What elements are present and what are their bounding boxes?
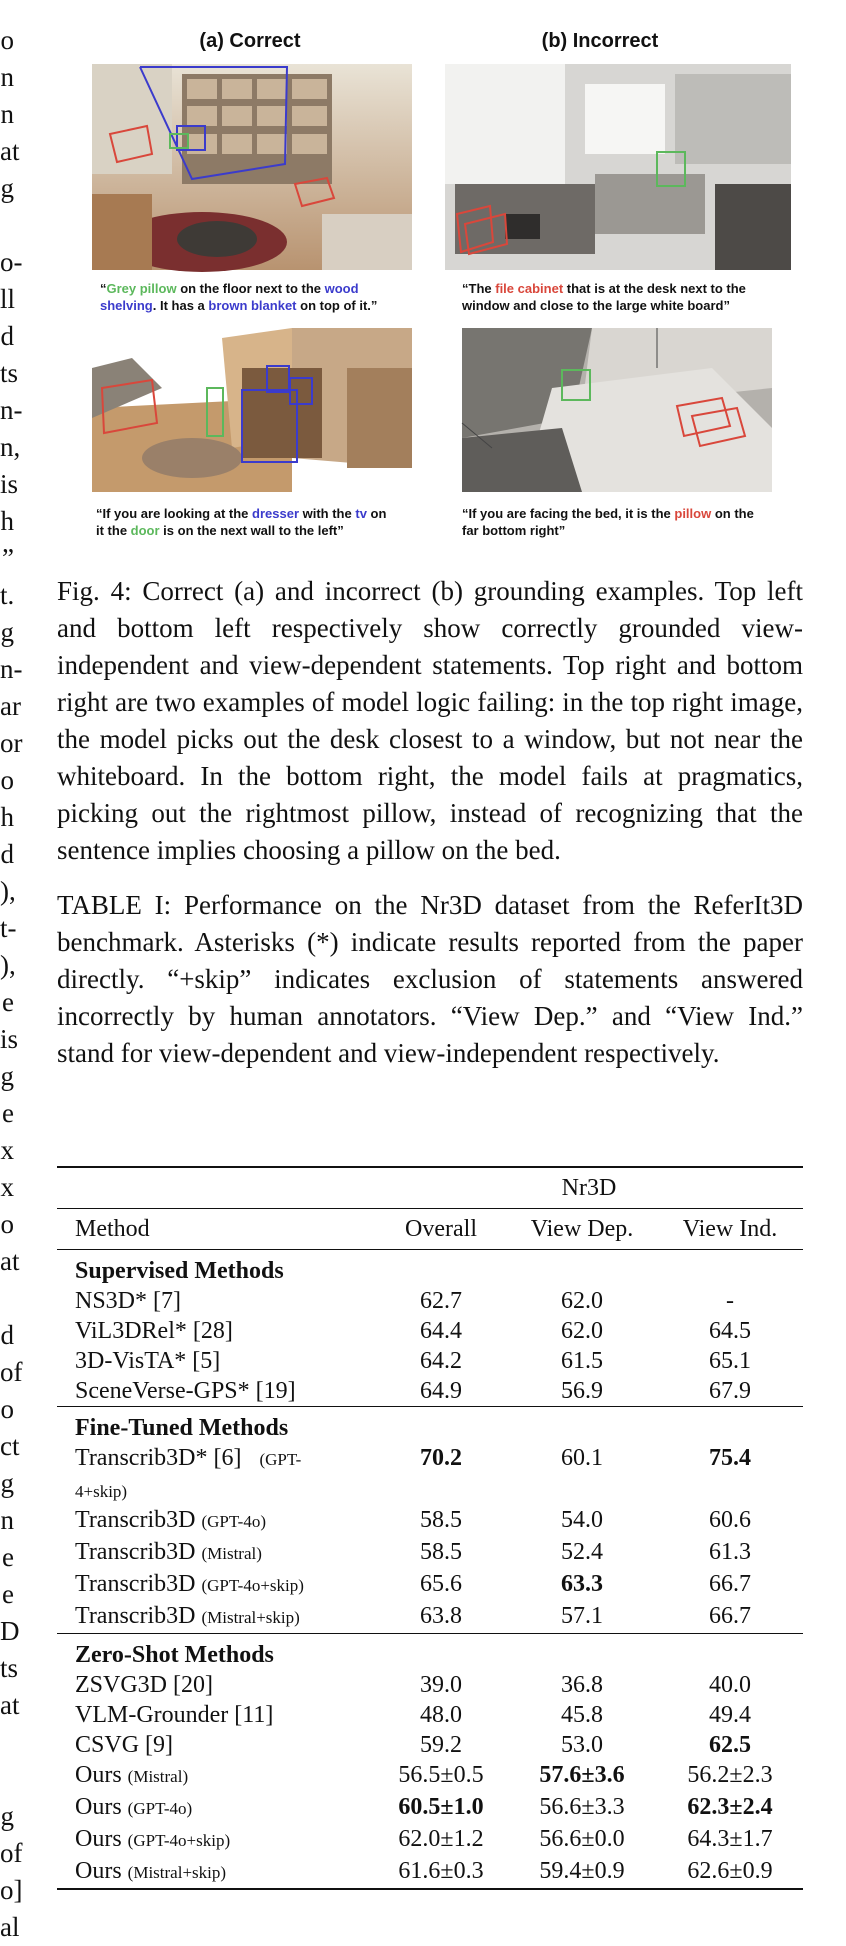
method-name: 3D-VisTA* [5] xyxy=(75,1348,221,1374)
edge-fragment: d xyxy=(0,1320,14,1350)
edge-fragment: of xyxy=(0,1357,23,1387)
score-overall: 62.7 xyxy=(420,1288,462,1314)
score-dep: 52.4 xyxy=(561,1539,603,1565)
score-ind: 40.0 xyxy=(709,1672,751,1698)
score-ind: 56.2±2.3 xyxy=(687,1762,773,1788)
score-overall: 63.8 xyxy=(420,1603,462,1629)
score-overall: 60.5±1.0 xyxy=(398,1794,484,1820)
score-ind: 65.1 xyxy=(709,1348,751,1374)
figure-caption: Fig. 4: Correct (a) and incorrect (b) grounding examples. Top left and bottom left respectively show correctly grounded view-independent and view-dependent statements. Top right and bottom right are two examples of model logic failing: in the top right image, the model picks out the desk closest to a window, but not near the whiteboard. In the bottom right, the model fails at pragmatics, picking out the rightmost pillow, instead of recognizing that the sentence implies choosing a pillow on the bed. xyxy=(57,576,803,865)
score-ind: 61.3 xyxy=(709,1539,751,1565)
score-ind: 62.3±2.4 xyxy=(687,1794,773,1820)
table-caption: TABLE I: Performance on the Nr3D dataset from the ReferIt3D benchmark. Asterisks (*) indicate results reported from the paper directly. “+skip” indicates exclusion of statements answered incorrectly by human annotators. “View Dep.” and “View Ind.” stand for view-dependent and view-independent respectively. xyxy=(57,890,803,1068)
method-cell xyxy=(57,1601,375,1634)
score-ind: 60.6 xyxy=(709,1507,751,1533)
edge-fragment: ts xyxy=(0,1653,19,1683)
method-cell xyxy=(57,1537,375,1569)
office-file-cabinet-photo xyxy=(445,64,791,270)
method-name: Ours xyxy=(75,1858,122,1884)
score-overall: 70.2 xyxy=(420,1445,462,1471)
score-ind: 62.6±0.9 xyxy=(687,1858,773,1884)
score-ind: 49.4 xyxy=(709,1702,751,1728)
method-cell xyxy=(57,1824,375,1856)
score-ind: 66.7 xyxy=(709,1571,751,1597)
score-dep: 57.6±3.6 xyxy=(539,1762,625,1788)
table-bottom-rule xyxy=(57,1889,803,1892)
score-ind: 75.4 xyxy=(709,1445,751,1471)
edge-fragment: o xyxy=(0,25,14,55)
score-overall: 61.6±0.3 xyxy=(398,1858,484,1884)
score-overall: 64.9 xyxy=(420,1378,462,1404)
living-room-shelving-photo xyxy=(92,64,412,270)
edge-fragment: at xyxy=(0,136,20,166)
edge-fragment: t. xyxy=(0,580,15,610)
method-cell xyxy=(57,1730,375,1760)
table-dataset-row xyxy=(57,1167,803,1209)
score-dep: 36.8 xyxy=(561,1672,603,1698)
table-row xyxy=(57,1569,803,1601)
method-name: Ours xyxy=(75,1762,122,1788)
edge-fragment: ar xyxy=(0,691,21,721)
edge-fragment: ts xyxy=(0,358,19,388)
left-column-edge-text xyxy=(0,22,23,1946)
edge-fragment: n- xyxy=(0,654,23,684)
edge-fragment: o xyxy=(0,1209,14,1239)
score-overall: 58.5 xyxy=(420,1539,462,1565)
edge-fragment: or xyxy=(0,728,23,758)
method-cell xyxy=(57,1760,375,1792)
table-row xyxy=(57,1505,803,1537)
method-name: Transcrib3D xyxy=(75,1571,196,1597)
score-overall: 64.2 xyxy=(420,1348,462,1374)
edge-fragment: ), xyxy=(0,950,16,980)
method-name: Transcrib3D xyxy=(75,1603,196,1629)
table-section-title: Zero-Shot Methods xyxy=(75,1642,274,1668)
score-dep: 59.4±0.9 xyxy=(539,1858,625,1884)
edge-fragment: of xyxy=(0,1838,23,1868)
score-dep: 56.6±3.3 xyxy=(539,1794,625,1820)
table-row xyxy=(57,1601,803,1634)
edge-fragment: x xyxy=(0,1172,14,1202)
edge-fragment: g xyxy=(0,1468,14,1498)
method-variant-tag: (GPT-4o+skip) xyxy=(201,1576,304,1595)
method-variant-tag: (GPT-4o+skip) xyxy=(127,1831,231,1850)
edge-fragment: n xyxy=(0,99,14,129)
method-name: Ours xyxy=(75,1794,122,1820)
table-blank-cell xyxy=(57,1167,375,1209)
edge-fragment: t- xyxy=(0,913,17,943)
edge-fragment: h xyxy=(0,506,14,536)
edge-fragment: g xyxy=(0,617,14,647)
table-row xyxy=(57,1443,803,1505)
edge-fragment: o xyxy=(0,1394,14,1424)
table-row xyxy=(57,1824,803,1856)
table-bottom-rule-cell xyxy=(57,1889,803,1892)
method-name: VLM-Grounder [11] xyxy=(75,1702,274,1728)
method-cell xyxy=(57,1792,375,1824)
table-row xyxy=(57,1376,803,1407)
table-section-title: Fine-Tuned Methods xyxy=(75,1415,289,1441)
edge-fragment: g xyxy=(0,173,14,203)
table-row xyxy=(57,1730,803,1760)
results-table xyxy=(57,1166,803,1892)
score-dep: 54.0 xyxy=(561,1507,603,1533)
table-row xyxy=(57,1856,803,1889)
edge-fragment: x xyxy=(0,1135,14,1165)
method-cell xyxy=(57,1505,375,1537)
edge-fragment: ” xyxy=(2,543,14,573)
method-name: ZSVG3D [20] xyxy=(75,1672,213,1698)
score-dep: 57.1 xyxy=(561,1603,603,1629)
edge-fragment: ll xyxy=(0,284,16,314)
edge-fragment: is xyxy=(0,469,19,499)
edge-fragment xyxy=(0,1761,14,1798)
score-ind: 67.9 xyxy=(709,1378,751,1404)
method-name: Transcrib3D xyxy=(75,1507,196,1533)
edge-fragment: is xyxy=(0,1024,19,1054)
table-section-row xyxy=(57,1250,803,1287)
method-name: Transcrib3D* [6] xyxy=(75,1445,242,1471)
edge-fragment: o xyxy=(0,765,14,795)
table-section-row xyxy=(57,1634,803,1671)
edge-fragment: ), xyxy=(0,876,16,906)
score-overall: 64.4 xyxy=(420,1318,462,1344)
score-dep: 63.3 xyxy=(561,1571,603,1597)
method-variant-tag: (GPT- xyxy=(259,1450,302,1469)
score-overall: 62.0±1.2 xyxy=(398,1826,484,1852)
edge-fragment: e xyxy=(2,1542,14,1572)
edge-fragment: at xyxy=(0,1690,20,1720)
method-variant-tag: (GPT-4o) xyxy=(127,1799,193,1818)
method-variant-tag: (Mistral) xyxy=(127,1767,189,1786)
table-row xyxy=(57,1537,803,1569)
edge-fragment: n xyxy=(0,1505,14,1535)
method-name: Transcrib3D xyxy=(75,1539,196,1565)
score-ind: 64.5 xyxy=(709,1318,751,1344)
edge-fragment: al xyxy=(0,1912,20,1942)
score-dep: 60.1 xyxy=(561,1445,603,1471)
method-name: SceneVerse-GPS* [19] xyxy=(75,1378,296,1404)
score-dep: 61.5 xyxy=(561,1348,603,1374)
edge-fragment xyxy=(0,207,14,244)
score-overall: 48.0 xyxy=(420,1702,462,1728)
score-dep: 62.0 xyxy=(561,1288,603,1314)
score-dep: 45.8 xyxy=(561,1702,603,1728)
edge-fragment: g xyxy=(0,1061,14,1091)
table-row xyxy=(57,1316,803,1346)
method-cell xyxy=(57,1700,375,1730)
table-section-title: Supervised Methods xyxy=(75,1258,284,1284)
score-overall: 39.0 xyxy=(420,1672,462,1698)
table-row xyxy=(57,1286,803,1316)
edge-fragment: n- xyxy=(0,395,23,425)
method-variant-tag: (Mistral+skip) xyxy=(201,1608,300,1627)
caption-top-left: “Grey pillow on the floor next to the wood shelving. It has a brown blanket on top of it.” xyxy=(100,281,378,313)
table-row xyxy=(57,1700,803,1730)
table-dataset-label: Nr3D xyxy=(561,1175,617,1201)
method-variant-tag-cont: 4+skip) xyxy=(75,1482,128,1501)
score-ind: - xyxy=(726,1288,734,1314)
method-cell xyxy=(57,1316,375,1346)
edge-fragment: ct xyxy=(0,1431,20,1461)
edge-fragment: h xyxy=(0,802,14,832)
method-name: ViL3DRel* [28] xyxy=(75,1318,233,1344)
method-name: Ours xyxy=(75,1826,122,1852)
score-dep: 53.0 xyxy=(561,1732,603,1758)
score-ind: 64.3±1.7 xyxy=(687,1826,773,1852)
score-ind: 62.5 xyxy=(709,1732,751,1758)
table-header-cell: View Ind. xyxy=(682,1216,778,1242)
score-ind: 66.7 xyxy=(709,1603,751,1629)
figure-heading-incorrect: (b) Incorrect xyxy=(541,30,659,52)
edge-fragment: e xyxy=(2,987,14,1017)
edge-fragment: e xyxy=(2,1098,14,1128)
score-overall: 59.2 xyxy=(420,1732,462,1758)
table-row xyxy=(57,1760,803,1792)
bedroom-pillow-photo xyxy=(462,328,772,492)
method-variant-tag: (GPT-4o) xyxy=(201,1512,266,1531)
table-row xyxy=(57,1792,803,1824)
edge-fragment xyxy=(0,1724,14,1761)
caption-top-right: “The file cabinet that is at the desk next to the window and close to the large white board” xyxy=(462,281,746,313)
method-variant-tag: (Mistral) xyxy=(201,1544,262,1563)
method-name: NS3D* [7] xyxy=(75,1288,181,1314)
score-dep: 56.9 xyxy=(561,1378,603,1404)
method-cell xyxy=(57,1856,375,1889)
table-header-cell: View Dep. xyxy=(530,1216,634,1242)
table-section-row xyxy=(57,1407,803,1444)
edge-fragment: e xyxy=(2,1579,14,1609)
table-row xyxy=(57,1346,803,1376)
edge-fragment: d xyxy=(0,321,14,351)
score-dep: 56.6±0.0 xyxy=(539,1826,625,1852)
caption-bottom-left: “If you are looking at the dresser with the tv on it the door is on the next wall to the left” xyxy=(96,506,387,538)
method-cell xyxy=(57,1443,375,1505)
edge-fragment: d xyxy=(0,839,14,869)
score-overall: 56.5±0.5 xyxy=(398,1762,484,1788)
edge-fragment xyxy=(0,1280,14,1317)
edge-fragment: o] xyxy=(0,1875,23,1905)
edge-fragment: n xyxy=(0,62,14,92)
method-cell xyxy=(57,1346,375,1376)
score-dep: 62.0 xyxy=(561,1318,603,1344)
score-overall: 58.5 xyxy=(420,1507,462,1533)
table-header-cell: Overall xyxy=(405,1216,477,1242)
edge-fragment: at xyxy=(0,1246,20,1276)
edge-fragment: D xyxy=(0,1616,20,1646)
edge-fragment: o- xyxy=(0,247,23,277)
edge-fragment: g xyxy=(0,1801,14,1831)
method-cell xyxy=(57,1670,375,1700)
table-header-row xyxy=(57,1209,803,1250)
figure-heading-correct: (a) Correct xyxy=(199,30,301,52)
method-cell xyxy=(57,1569,375,1601)
edge-fragment: n, xyxy=(0,432,21,462)
table-header-cell: Method xyxy=(75,1216,150,1242)
method-cell xyxy=(57,1286,375,1316)
method-name: CSVG [9] xyxy=(75,1732,174,1758)
score-overall: 65.6 xyxy=(420,1571,462,1597)
table-row xyxy=(57,1670,803,1700)
method-variant-tag: (Mistral+skip) xyxy=(127,1863,227,1882)
bedroom-dresser-photo xyxy=(92,328,412,492)
method-cell xyxy=(57,1376,375,1407)
caption-bottom-right: “If you are facing the bed, it is the pillow on the far bottom right” xyxy=(462,506,754,538)
